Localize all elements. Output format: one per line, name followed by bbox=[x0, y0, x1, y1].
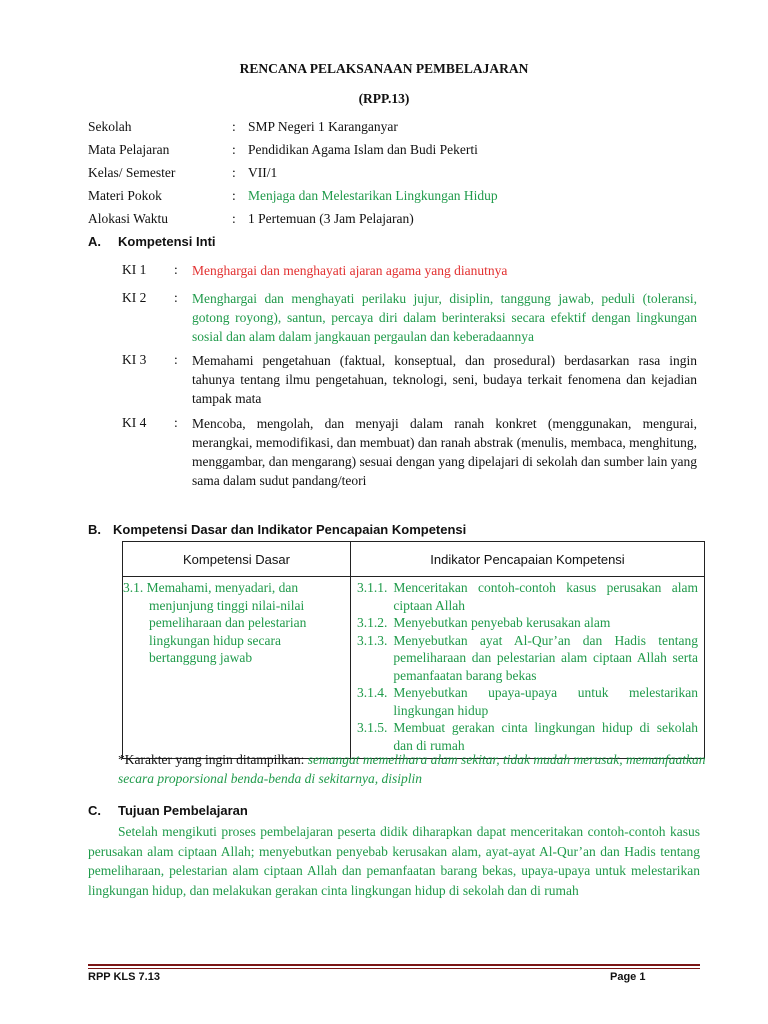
document-subtitle: (RPP.13) bbox=[358, 91, 410, 106]
indicator-item bbox=[357, 632, 698, 685]
indicator-number: 3.1.5. bbox=[357, 720, 388, 735]
ki-1-text: Menghargai dan menghayati ajaran agama yang dianutnya bbox=[192, 263, 508, 278]
kd-text: 3.1. Memahami, menyadari, dan menjunjung tinggi nilai-nilai pemeliharaan dan pelestarian lingkungan hidup secara bertanggung jawab bbox=[123, 580, 307, 665]
identity-value-alokasi: 1 Pertemuan (3 Jam Pelajaran) bbox=[248, 211, 414, 226]
kd-indicator-table bbox=[122, 541, 705, 759]
indicator-text: Menceritakan contoh-contoh kasus perusakan alam ciptaan Allah bbox=[393, 580, 698, 613]
ki-3-code: KI 3 bbox=[122, 352, 147, 367]
section-a-title: Kompetensi Inti bbox=[118, 234, 216, 249]
identity-label-alokasi: Alokasi Waktu bbox=[88, 211, 169, 226]
identity-colon: : bbox=[232, 119, 236, 134]
identity-value-mapel: Pendidikan Agama Islam dan Budi Pekerti bbox=[248, 142, 478, 157]
table-row bbox=[123, 577, 705, 759]
karakter-note bbox=[118, 750, 708, 788]
table-header-kd: Kompetensi Dasar bbox=[123, 542, 351, 577]
document-title: RENCANA PELAKSANAAN PEMBELAJARAN bbox=[239, 61, 529, 76]
ki-2-code: KI 2 bbox=[122, 290, 147, 305]
ki-colon: : bbox=[174, 290, 178, 305]
identity-colon: : bbox=[232, 188, 236, 203]
identity-colon: : bbox=[232, 142, 236, 157]
ki-4-text: Mencoba, mengolah, dan menyaji dalam ranah konkret (menggunakan, mengurai, merangkai, memodifikasi, dan membuat) dan ranah abstrak (menulis, membaca, menghitung, menggambar, dan mengarang) sesuai dengan yang dipelajari di sekolah dan sumber lain yang sama dalam sudut pandang/teori bbox=[192, 416, 697, 488]
identity-label-kelas: Kelas/ Semester bbox=[88, 165, 176, 180]
identity-value-sekolah: SMP Negeri 1 Karanganyar bbox=[248, 119, 398, 134]
indicator-text: Membuat gerakan cinta lingkungan hidup di sekolah dan di rumah bbox=[393, 720, 698, 753]
identity-label-sekolah: Sekolah bbox=[88, 119, 132, 134]
tujuan-text: Setelah mengikuti proses pembelajaran peserta didik diharapkan dapat menceritakan contoh-contoh kasus perusakan alam ciptaan Allah; menyebutkan penyebab kerusakan alam, ayat-ayat Al-Qur’an dan Hadis tentang pemeliharaan, pelestarian alam ciptaan Allah dan pemanfaatan barang bekas, upaya-upaya untuk melestarikan lingkungan hidup, dan melakukan gerakan cinta lingkungan hidup di sekolah dan di rumah bbox=[88, 824, 700, 898]
indicator-item bbox=[357, 579, 698, 614]
ki-2-text: Menghargai dan menghayati perilaku jujur, disiplin, tanggung jawab, peduli (toleransi, gotong royong), santun, percaya diri dalam berinteraksi secara efektif dengan lingkungan sosial dan alam dalam jangkauan pergaulan dan keberadaannya bbox=[192, 291, 697, 344]
indicator-item bbox=[357, 719, 698, 754]
indicator-item bbox=[357, 684, 698, 719]
identity-label-materi: Materi Pokok bbox=[88, 188, 162, 203]
footer-left: RPP KLS 7.13 bbox=[88, 971, 160, 983]
footer-page-number: Page 1 bbox=[610, 971, 646, 983]
identity-colon: : bbox=[232, 211, 236, 226]
indicator-text: Menyebutkan ayat Al-Qur’an dan Hadis tentang pemeliharaan dan pelestarian alam ciptaan Allah serta pemanfaatan barang bekas bbox=[393, 632, 698, 683]
table-header-row bbox=[123, 542, 705, 577]
kd-cell bbox=[123, 577, 351, 759]
footer-rule bbox=[88, 964, 700, 966]
ki-colon: : bbox=[174, 352, 178, 367]
section-c-letter: C. bbox=[88, 803, 101, 818]
section-c-title: Tujuan Pembelajaran bbox=[118, 803, 248, 818]
indicator-number: 3.1.4. bbox=[357, 685, 388, 700]
table-header-indicator: Indikator Pencapaian Kompetensi bbox=[351, 542, 705, 577]
identity-colon: : bbox=[232, 165, 236, 180]
section-b-title: Kompetensi Dasar dan Indikator Pencapaian Kompetensi bbox=[113, 522, 467, 537]
indicator-number: 3.1.1. bbox=[357, 580, 388, 595]
indicator-text: Menyebutkan penyebab kerusakan alam bbox=[393, 615, 611, 630]
karakter-value: semangat memelihara alam sekitar, tidak mudah merusak, memanfaatkan secara proporsional benda-benda di sekitarnya, disiplin bbox=[118, 752, 706, 786]
ki-3-text: Memahami pengetahuan (faktual, konseptual, dan prosedural) berdasarkan rasa ingin tahunya tentang ilmu pengetahuan, teknologi, seni, budaya terkait fenomena dan kejadian tampak mata bbox=[192, 353, 697, 406]
identity-value-kelas: VII/1 bbox=[248, 165, 278, 180]
ki-1-code: KI 1 bbox=[122, 262, 147, 277]
indicator-cell bbox=[351, 577, 705, 759]
ki-4-code: KI 4 bbox=[122, 415, 147, 430]
karakter-label: *Karakter yang ingin ditampilkan: bbox=[118, 752, 305, 767]
section-a-letter: A. bbox=[88, 234, 101, 249]
indicator-item bbox=[357, 614, 698, 632]
indicator-number: 3.1.3. bbox=[357, 632, 388, 648]
ki-colon: : bbox=[174, 415, 178, 430]
section-b-letter: B. bbox=[88, 522, 101, 537]
footer-rule-thin bbox=[88, 968, 700, 969]
indicator-text: Menyebutkan upaya-upaya untuk melestarikan lingkungan hidup bbox=[393, 685, 698, 718]
identity-value-materi: Menjaga dan Melestarikan Lingkungan Hidup bbox=[248, 188, 498, 203]
ki-colon: : bbox=[174, 262, 178, 277]
indicator-number: 3.1.2. bbox=[357, 615, 388, 630]
identity-label-mapel: Mata Pelajaran bbox=[88, 142, 170, 157]
